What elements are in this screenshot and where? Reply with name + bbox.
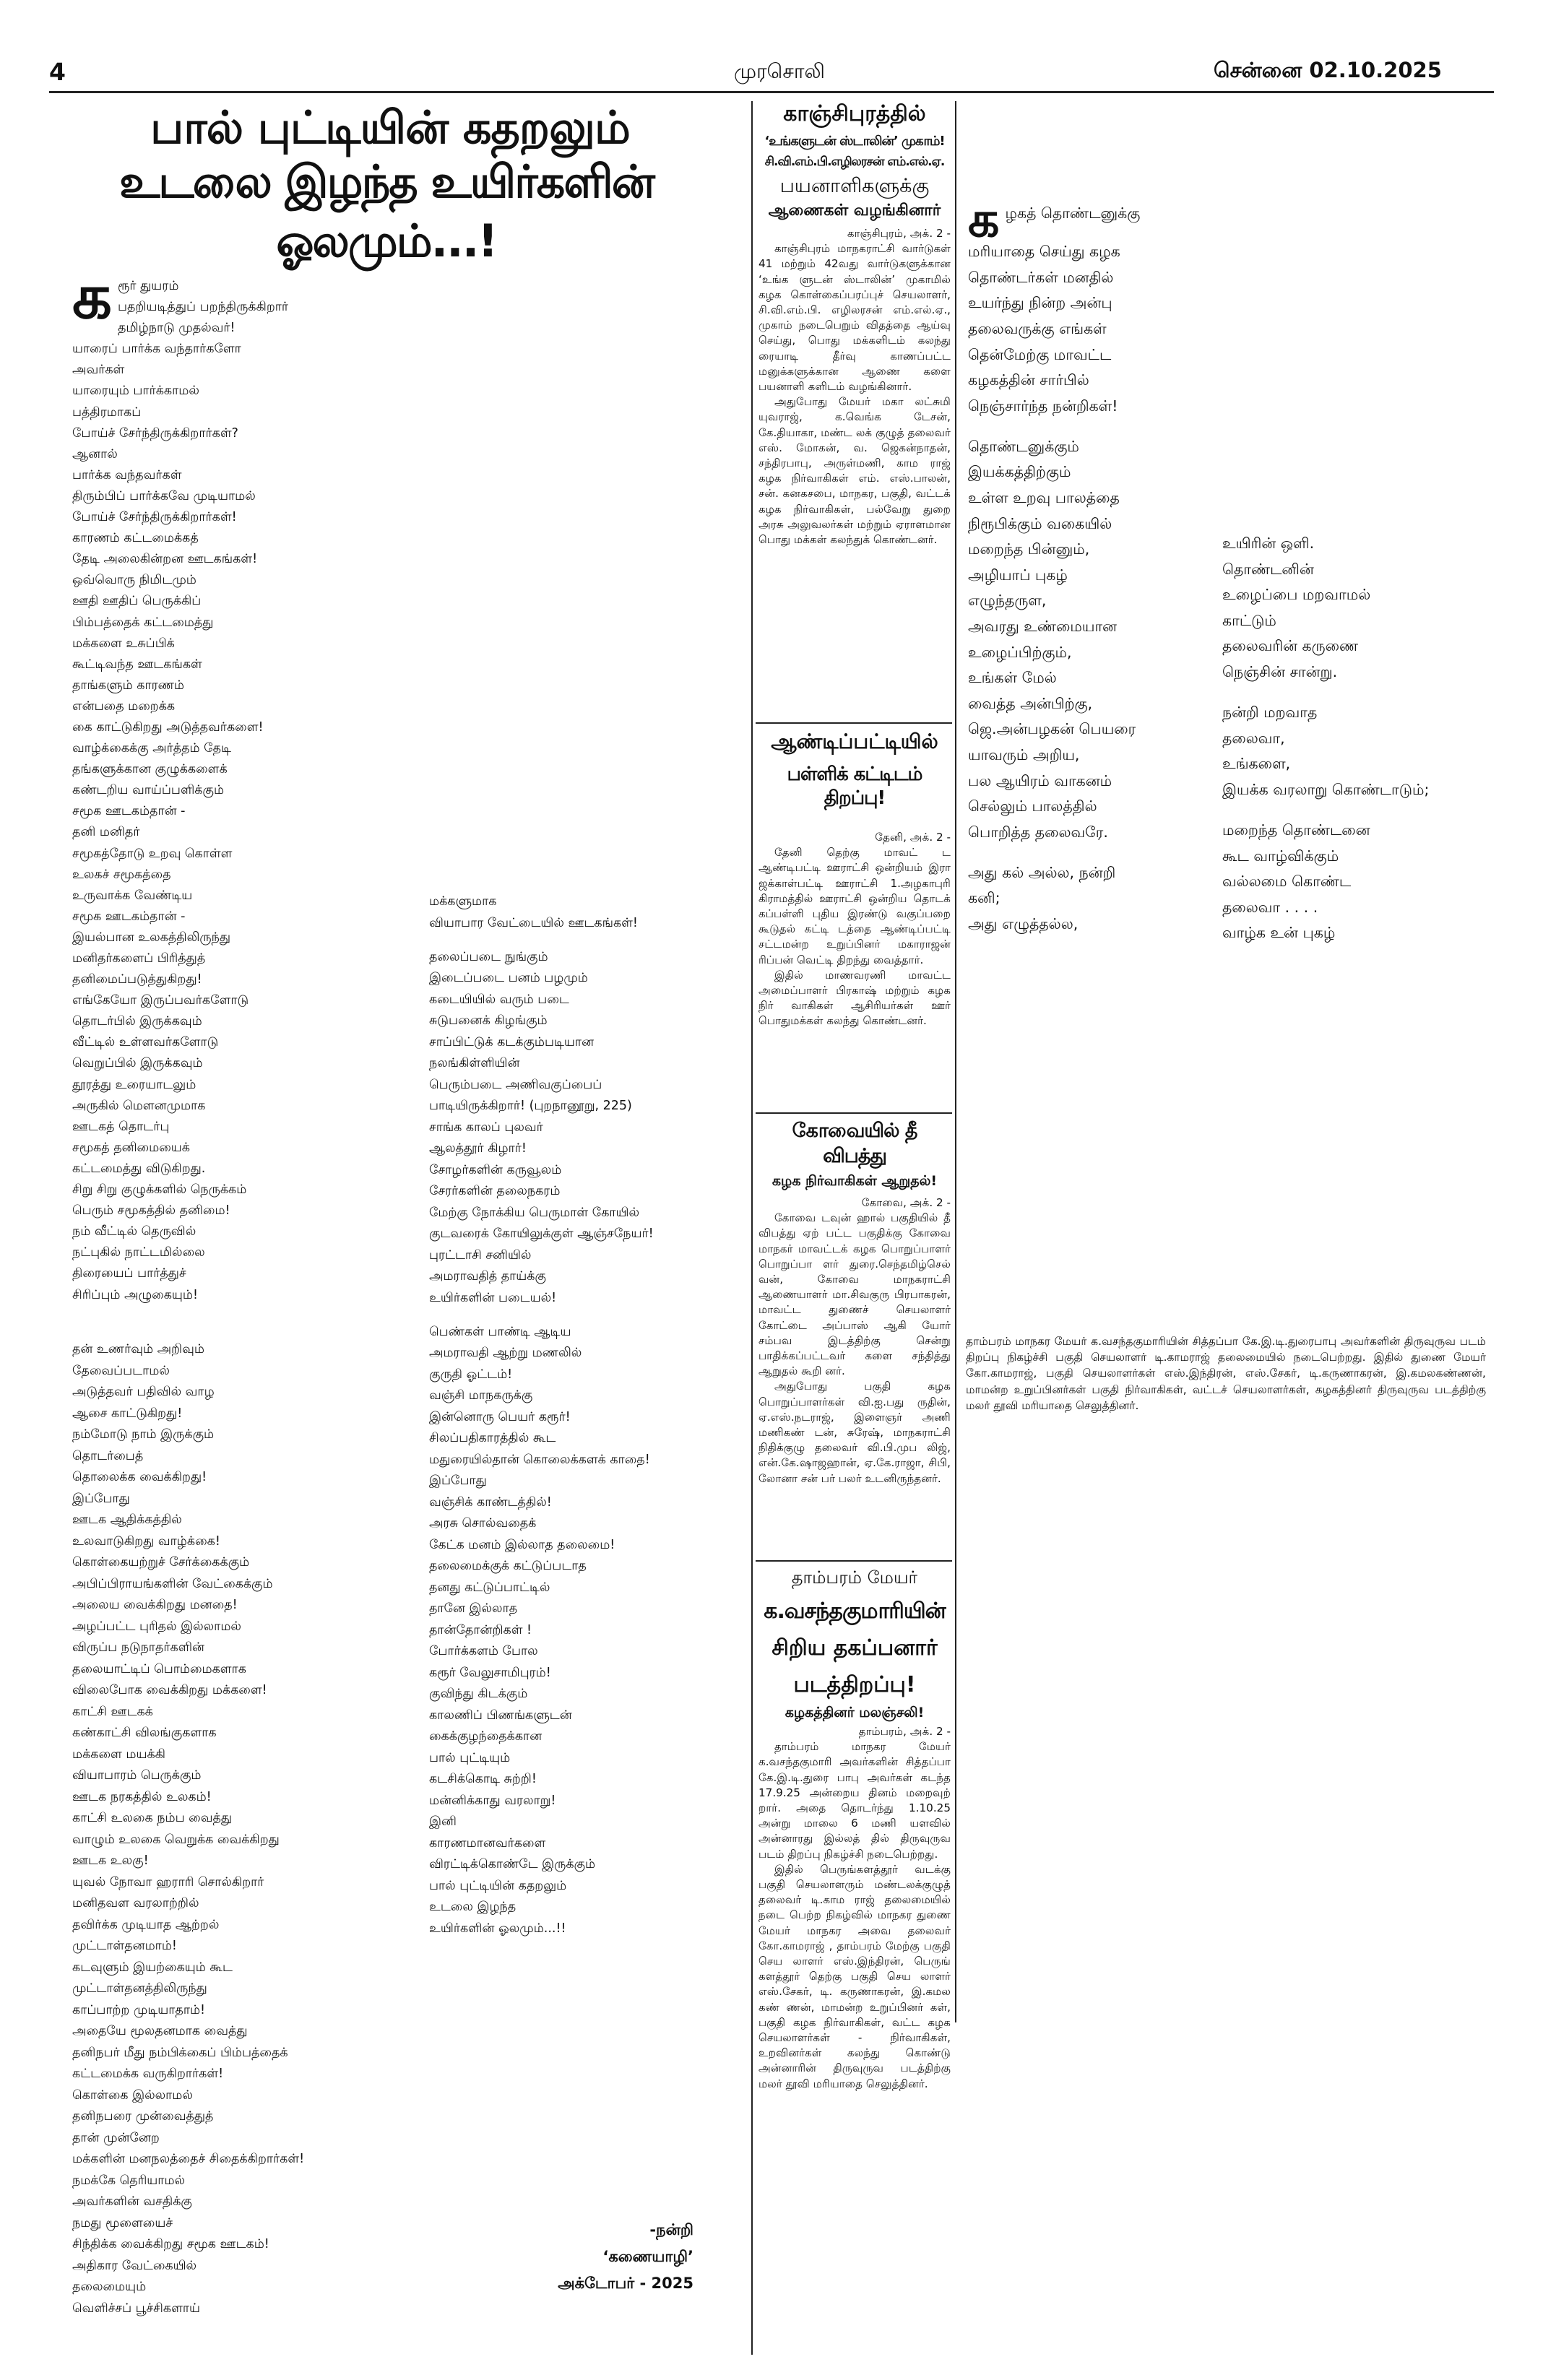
tribute-line: யாவரும் அறிய, bbox=[968, 745, 1080, 763]
poem-line: உலகச் சமூகத்தை bbox=[72, 867, 171, 882]
tribute-line bbox=[968, 419, 1242, 434]
poem-line: ஆலத்தூர் கிழார்! bbox=[429, 1141, 527, 1156]
poem-line: கொள்கை இல்லாமல் bbox=[72, 2087, 193, 2103]
poem-line: சிந்திக்க வைக்கிறது சமூக ஊடகம்! bbox=[72, 2237, 269, 2251]
tribute-line: ஜெ.அன்பழகன் பெயரை bbox=[968, 720, 1136, 738]
tribute-line: நெஞ்சின் சான்று. bbox=[1222, 662, 1338, 680]
tribute-line: அது கல் அல்ல, நன்றி bbox=[968, 863, 1116, 881]
story-tambaram bbox=[758, 1567, 951, 2092]
story1-paragraph-1: காஞ்சிபுரம் மாநகராட்சி வார்டுகள் 41 மற்றும் 42வது வார்டுகளுக்கான ‘உங்க ளுடன் ஸ்டாலின்’ முகாமில் கழக கொள்கைப்பரப்புச் செயலாளர், சி.வி.எம்.பி. எழிலரசன் எம்.எல்.ஏ., முகாம் நடைபெறும் விதத்தை ஆய்வு செய்து, பொது மக்களிடம் கலந்து ரையாடி தீர்வு காணப்பட்ட மனுக்களுக்கான ஆணை களை பயனாளி களிடம் வழங்கினார். bbox=[758, 242, 951, 394]
tribute-line: பொறித்த தலைவரே. bbox=[968, 823, 1108, 841]
poem-dropcap: க bbox=[72, 266, 113, 333]
poem-line: விருப்ப நடுநாதர்களின் bbox=[72, 1640, 205, 1655]
news-column-rule-left bbox=[751, 101, 753, 2355]
poem-line: கூட்டிவந்த ஊடகங்கள் bbox=[72, 657, 202, 672]
tribute-line: உயிரின் ஒளி. bbox=[1222, 535, 1315, 552]
story2-paragraph-1: தேனி தெற்கு மாவட் ட ஆண்டிபட்டி ஊராட்சி ஒன்றியம் இரா ஜக்காள்பட்டி ஊராட்சி 1.அழகாபுரி கிராமத்தில் ஊராட்சி ஒன்றிய தொடக் கப்பள்ளி புதிய இரண்டு வகுப்பறை கூடுதல் கட்டி டத்தை ஆண்டிப்பட்டி சட்டமன்ற உறுப்பினர் மகாராஜன் ரிப்பன் வெட்டி திறந்து வைத்தார். bbox=[758, 846, 951, 966]
poem-line: பெண்கள் பாண்டி ஆடிய bbox=[429, 1324, 571, 1339]
poem-line: நட்புகில் நாட்டமில்லை bbox=[72, 1245, 205, 1260]
poem-line: வஞ்சிக் காண்டத்தில்! bbox=[429, 1494, 552, 1510]
poem-line: சிறு சிறு குழுக்களில் நெருக்கம் bbox=[72, 1182, 247, 1198]
poem-line: மன்னிக்காது வரலாறு! bbox=[429, 1793, 556, 1808]
poem-line: பிம்பத்தைக் கட்டமைத்து bbox=[72, 615, 214, 630]
poem-line: சேரர்களின் தலைநகரம் bbox=[429, 1184, 561, 1198]
story2-dateline: தேனி, அக். 2 - bbox=[875, 831, 951, 844]
story4-headline-3: சிறிய தகப்பனார் bbox=[772, 1635, 938, 1661]
poem-line: தன் உணர்வும் அறிவும் bbox=[72, 1342, 204, 1356]
story1-headline-2: ‘உங்களுடன் ஸ்டாலின்’ முகாம்! bbox=[764, 134, 945, 149]
tribute-first-line: ழகத் தொண்டனுக்கு bbox=[1005, 204, 1141, 222]
poem-line bbox=[429, 1309, 747, 1322]
tribute-line: மரியாதை செய்து கழக bbox=[968, 243, 1120, 261]
poem-line: அமராவதித் தாய்க்கு bbox=[429, 1269, 546, 1284]
poem-line: கட்டமைக்க வருகிறார்கள்! bbox=[72, 2067, 224, 2081]
poem-line: மனிதர்களைப் பிரித்துத் bbox=[72, 951, 206, 966]
poem-line: அவர்கள் bbox=[72, 363, 125, 378]
poem-line: நம்மோடு நாம் இருக்கும் bbox=[72, 1427, 215, 1442]
poem-line: மேற்கு நோக்கிய பெருமாள் கோயில் bbox=[429, 1205, 640, 1220]
poem-line: இனி bbox=[429, 1814, 457, 1829]
poem-line: ஒவ்வொரு நிமிடமும் bbox=[72, 573, 196, 588]
poem-line: சோழர்களின் கருவூலம் bbox=[429, 1162, 562, 1177]
poem-line: சுடுபனைக் கிழங்கும் bbox=[429, 1013, 548, 1028]
poem-line: சாங்க காலப் புலவர் bbox=[429, 1120, 543, 1135]
poem-line: காரணம் கட்டமைக்கத் bbox=[72, 531, 199, 546]
poem-line: தனது கட்டுப்பாட்டில் bbox=[429, 1580, 550, 1595]
poem-line: புரட்டாசி சனியில் bbox=[429, 1247, 532, 1263]
poem-line: வீட்டில் உள்ளவர்களோடு bbox=[72, 1035, 219, 1050]
poem-line: அபிப்பிராயங்களின் வேட்கைக்கும் bbox=[72, 1576, 273, 1591]
poem-line: நலங்கிள்ளியின் bbox=[429, 1056, 520, 1070]
poem-line: யாரையும் பார்க்காமல் bbox=[72, 384, 199, 399]
poem-line: தொலைக்க வைக்கிறது! bbox=[72, 1470, 207, 1484]
poem-line: தொடர்பைத் bbox=[72, 1448, 144, 1463]
poem-line: மனிதவள வரலாற்றில் bbox=[72, 1896, 199, 1911]
story-divider-3 bbox=[756, 1560, 952, 1562]
poem-line: அமராவதி ஆற்று மணலில் bbox=[429, 1346, 582, 1360]
poem-line: மக்களை மயக்கி bbox=[72, 1747, 166, 1762]
story1-dateline: காஞ்சிபுரம், அக். 2 - bbox=[847, 227, 951, 240]
poem-line: பால் புட்டியும் bbox=[429, 1750, 511, 1765]
poem-line: கடவுளும் இயற்கையும் கூட bbox=[72, 1960, 233, 1975]
tribute-line: கழகத்தின் சார்பில் bbox=[968, 371, 1089, 389]
poem-line: மதுரையில்தான் கொலைக்களக் காதை! bbox=[429, 1452, 650, 1467]
poem-line: கை காட்டுகிறது அடுத்தவர்களை! bbox=[72, 719, 264, 735]
poem-line: வாழ்க்கைக்கு அர்த்தம் தேடி bbox=[72, 741, 231, 756]
poem-line: தலைமையும் bbox=[72, 2280, 147, 2294]
masthead-rule bbox=[49, 91, 1494, 93]
poem-line: கொள்கையற்றுச் சேர்க்கைக்கும் bbox=[72, 1555, 250, 1570]
poem-line: நமக்கே தெரியாமல் bbox=[72, 2173, 186, 2188]
poem-line: இப்போது bbox=[429, 1474, 487, 1488]
tribute-line: எழுந்தருள, bbox=[968, 592, 1047, 610]
poem-line: தேவைப்படாமல் bbox=[72, 1363, 170, 1378]
tribute-line: கனி; bbox=[968, 889, 1000, 907]
tribute-line: நிரூபிக்கும் வகையில் bbox=[968, 514, 1112, 532]
story4-dateline: தாம்பரம், அக். 2 - bbox=[858, 1725, 951, 1738]
poem-line: குவிந்து கிடக்கும் bbox=[429, 1687, 528, 1701]
poem-line: தானே இல்லாத bbox=[429, 1601, 518, 1616]
poem-line: தூரத்து உரையாடலும் bbox=[72, 1077, 196, 1092]
poem-line: தங்களுக்கான குழுக்களைக் bbox=[72, 762, 228, 777]
poem-line: தலைப்படை நுங்கும் bbox=[429, 949, 548, 964]
poem-line: தலையாட்டிப் பொம்மைகளாக bbox=[72, 1661, 246, 1676]
news-column-rule-right bbox=[955, 101, 956, 2022]
poem-line: உலவாடுகிறது வாழ்க்கை! bbox=[72, 1533, 220, 1549]
poem-line: கட்டமைத்து விடுகிறது. bbox=[72, 1161, 206, 1176]
poem-line: உருவாக்க வேண்டிய bbox=[72, 888, 193, 903]
poem-line: பெரும் சமூகத்தில் தனிமை! bbox=[72, 1203, 230, 1219]
poem-line: பெரும்படை அணிவகுப்பைப் bbox=[429, 1077, 602, 1092]
poem-line: இயல்பான உலகத்திலிருந்து bbox=[72, 930, 231, 945]
poem-line: ஊடக நரகத்தில் உலகம்! bbox=[72, 1789, 212, 1804]
poem-line: அழப்பட்ட புரிதல் இல்லாமல் bbox=[72, 1619, 241, 1634]
credit-thanks: -நன்றி bbox=[649, 2221, 693, 2238]
poem-line: அலைய வைக்கிறது மனதை! bbox=[72, 1598, 238, 1612]
story4-headline-4: படத்திறப்பு! bbox=[793, 1672, 916, 1697]
tribute-column-a bbox=[968, 194, 1242, 938]
poem-line: தனிநபர் மீது நம்பிக்கைப் பிம்பத்தைக் bbox=[72, 2045, 288, 2060]
tribute-line: உள்ள உறவு பாலத்தை bbox=[968, 489, 1120, 507]
poem-line: கண்டறிய வாய்ப்பளிக்கும் bbox=[72, 783, 225, 798]
tribute-line: பல ஆயிரம் வாகனம் bbox=[968, 771, 1112, 789]
poem-line: நமது மூளையைச் bbox=[72, 2215, 173, 2230]
poem-line: தொடர்பில் இருக்கவும் bbox=[72, 1014, 202, 1029]
poem-line: திரையைப் பார்த்துச் bbox=[72, 1266, 186, 1281]
tribute-line: உங்களை, bbox=[1222, 755, 1291, 773]
tribute-line: நன்றி மறவாத bbox=[1222, 704, 1318, 722]
poem-line: பதறியடித்துப் பறந்திருக்கிறார் bbox=[118, 300, 289, 315]
tribute-line: தென்மேற்கு மாவட்ட bbox=[968, 345, 1112, 363]
poem-line: ரூர் துயரம் bbox=[118, 279, 179, 293]
poem-line: சமூகத்தோடு உறவு கொள்ள bbox=[72, 846, 233, 861]
poem-column-2 bbox=[429, 891, 747, 1939]
poem-line: கரூர் வேலுசாமிபுரம்! bbox=[429, 1665, 551, 1680]
tribute-line: மறைந்த பின்னும், bbox=[968, 540, 1090, 558]
poem-line: குருதி ஓட்டம்! bbox=[429, 1367, 513, 1382]
poem-line: தலைமைக்குக் கட்டுப்படாத bbox=[429, 1559, 587, 1573]
poem-line: போர்க்களம் போல bbox=[429, 1644, 538, 1658]
poem-line: காப்பாற்ற முடியாதாம்! bbox=[72, 2002, 206, 2017]
poem-line: தமிழ்நாடு முதல்வர்! bbox=[118, 321, 235, 336]
poem-line: விலைபோக வைக்கிறது மக்களை! bbox=[72, 1683, 267, 1697]
poem-line: சமூகத் தனிமையைக் bbox=[72, 1140, 190, 1155]
poem-line: தான் முன்னேற bbox=[72, 2130, 160, 2145]
poem-line: முட்டாள்தனமாம்! bbox=[72, 1939, 177, 1953]
poem-line: திரும்பிப் பார்க்கவே முடியாமல் bbox=[72, 488, 256, 503]
story1-paragraph-2: அதுபோது மேயர் மகா லட்சுமி யுவராஜ், க.வெங்க டேசன், கே.தியாகா, மண்ட லக் குழுத் தலைவர் எஸ். மோகன், வ. ஜெகன்நாதன், சந்திரபாபு, அருள்மணி, காம ராஜ் கழக நிர்வாகிகள் எம். எஸ்.பாலன், சன். கனகசபை, மாநகர, பகுதி, வட்டக் கழக நிர்வாகிகள், பல்வேறு துறை அரசு அலுவலர்கள் மற்றும் ஏராளமான பொது மக்கள் கலந்துக் கொண்டனர். bbox=[758, 395, 951, 547]
tribute-line: தலைவா, bbox=[1222, 729, 1285, 747]
poem-line: கடசிக்கொடி சுற்றி! bbox=[429, 1772, 537, 1786]
story-andipatti bbox=[758, 730, 951, 1029]
poem-line: குடவரைக் கோயிலுக்குள் ஆஞ்சநேயர்! bbox=[429, 1226, 654, 1241]
poem-line: நம் வீட்டில் தெருவில் bbox=[72, 1224, 196, 1239]
story4-paragraph-1: தாம்பரம் மாநகர மேயர் க.வசந்தகுமாரி அவர்களின் சித்தப்பா கே.இ.டி.துரை பாபு அவர்கள் கடந்த 17.9.25 அன்றைய தினம் மறைவுற் றார். அதை தொடர்ந்து 1.10.25 அன்று மாலை 6 மணி யளவில் அன்னாரது இல்லத் தில் திருவுருவ படம் திறப்பு நிகழ்ச்சி நடைபெற்றது. bbox=[758, 1740, 951, 1861]
poem-line: தனி மனிதர் bbox=[72, 825, 140, 840]
tribute-line: உங்கள் மேல் bbox=[968, 669, 1057, 687]
tribute-line: கூட வாழ்விக்கும் bbox=[1222, 847, 1339, 865]
poem-line: தனிமைப்படுத்துகிறது! bbox=[72, 972, 202, 987]
story2-headline-1: ஆண்டிப்பட்டியில் bbox=[771, 730, 938, 753]
tribute-line: செல்லும் பாலத்தில் bbox=[968, 797, 1097, 815]
poem-line: வெறுப்பில் இருக்கவும் bbox=[72, 1056, 203, 1071]
tribute-line: உழைப்பிற்கும், bbox=[968, 643, 1072, 661]
story1-headline-3: சி.வி.எம்.பி.எழிலரசன் எம்.எல்.ஏ. bbox=[764, 155, 945, 169]
poem-line bbox=[429, 934, 747, 947]
poem-line: வெளிச்சப் பூச்சிகளாய் bbox=[72, 2301, 201, 2316]
tribute-line: தொண்டனுக்கும் bbox=[968, 437, 1079, 455]
story-kanchipuram bbox=[758, 101, 951, 548]
story-divider-1 bbox=[756, 722, 952, 724]
tribute-line: வல்லமை கொண்ட bbox=[1222, 873, 1352, 891]
poem-line: காரணமானவர்களை bbox=[429, 1835, 546, 1851]
story3-headline-2: கழக நிர்வாகிகள் ஆறுதல்! bbox=[772, 1173, 938, 1189]
poem-line: கண்காட்சி விலங்குகளாக bbox=[72, 1726, 217, 1740]
tribute-line: இயக்கத்திற்கும் bbox=[968, 463, 1071, 481]
tribute-column-b bbox=[1222, 531, 1497, 946]
poem-line: இப்போது bbox=[72, 1491, 130, 1506]
poem-line: தான்தோன்றிகள் ! bbox=[429, 1622, 532, 1637]
poem-line: தவிர்க்க முடியாத ஆற்றல் bbox=[72, 1917, 220, 1932]
poem-line: பால் புட்டியின் கதறலும் bbox=[429, 1878, 567, 1893]
story-coimbatore bbox=[758, 1120, 951, 1487]
poem-line: மக்களுமாக bbox=[429, 894, 497, 909]
tribute-line: காட்டும் bbox=[1222, 611, 1276, 629]
poem-line: சிரிப்பும் அழுகையும்! bbox=[72, 1287, 198, 1302]
poem-line: உயிர்களின் படையல்! bbox=[429, 1290, 557, 1305]
poem-line: வஞ்சி மாநகருக்கு bbox=[429, 1388, 533, 1403]
poem-line: உடலை இழந்த bbox=[429, 1900, 517, 1914]
tribute-line: தொண்டர்கள் மனதில் bbox=[968, 268, 1114, 286]
story3-dateline: கோவை, அக். 2 - bbox=[861, 1196, 951, 1209]
poem-line: ஊடக ஆதிக்கத்தில் bbox=[72, 1513, 182, 1527]
story4-paragraph-2: இதில் பெருங்களத்தூர் வடக்கு பகுதி செயலாளரும் மண்டலக்குழுத் தலைவர் டி.காம ராஜ் தலைமையில் நடை பெற்ற நிகழ்வில் மாநகர துணை மேயர் மாநகர அவை தலைவர் கோ.காமராஜ் , தாம்பரம் மேற்கு பகுதி செய லாளர் எஸ்.இந்திரன், பெருங் களத்தூர் தெற்கு பகுதி செய லாளர் எஸ்.சேகர், டி. கருணாகரன், இ.கமல கண் ணன், மாமன்ற உறுப்பினர் கள், பகுதி கழக நிர்வாகிகள், வட்ட கழக செயலாளர்கள் - நிர்வாகிகள், உறவினர்கள் கலந்து கொண்டு அன்னாரின் திருவுருவ படத்திற்கு மலர் தூவி மரியாதை செலுத்தினர். bbox=[758, 1862, 951, 2090]
story3-paragraph-2: அதுபோது பகுதி கழக பொறுப்பாளர்கள் வி.ஐ.பது ருதின், ஏ.எஸ்.நடராஜ், இளைஞர் அணி மணிகண் டன், சுரேஷ், மாநகராட்சி நிதிக்குழு தலைவர் வி.பி.முப லிஜ், என்.கே.ஷாஜஹான், ஏ.கே.ராஜா, சிபி, லோனா சன் பர் பலர் உடனிருந்தனர். bbox=[758, 1380, 951, 1485]
poem-line: காலணிப் பிணங்களுடன் bbox=[429, 1708, 572, 1723]
tribute-line: இயக்க வரலாறு கொண்டாடும்; bbox=[1222, 780, 1430, 798]
tribute-line: உயர்ந்து நின்ற அன்பு bbox=[968, 294, 1112, 312]
poem-line: பத்திரமாகப் bbox=[72, 404, 142, 420]
poem-line: தாங்களும் காரணம் bbox=[72, 678, 185, 693]
poem-line: தேடி அலைகின்றன ஊடகங்கள்! bbox=[72, 552, 258, 567]
story-divider-2 bbox=[756, 1112, 952, 1114]
poem-line: காட்சி உலகை நம்ப வைத்து bbox=[72, 1811, 233, 1825]
poem-line: இடைப்படை பனம் பழமும் bbox=[429, 971, 588, 985]
poem-line: மக்களின் மனநலத்தைச் சிதைக்கிறார்கள்! bbox=[72, 2152, 305, 2166]
poem-line: வியாபாரம் பெருக்கும் bbox=[72, 1768, 202, 1783]
poem-line: பாடியிருக்கிறார்! (புறநானூறு, 225) bbox=[429, 1099, 632, 1113]
city-date: சென்னை 02.10.2025 bbox=[1214, 58, 1442, 82]
poem-line: காட்சி ஊடகக் bbox=[72, 1704, 153, 1719]
poem-line: என்பதை மறைக்க bbox=[72, 698, 176, 714]
tribute-line: வாழ்க உன் புகழ் bbox=[1222, 924, 1336, 942]
poem-line: போய்ச் சேர்ந்திருக்கிறார்கள்! bbox=[72, 510, 237, 525]
poem-line: கேட்க மனம் இல்லாத தலைமை! bbox=[429, 1537, 615, 1552]
poem-line: கைக்குழந்தைக்கான bbox=[429, 1729, 543, 1744]
tribute-line: அவரது உண்மையான bbox=[968, 618, 1118, 635]
credit-source: ‘கணையாழி’ bbox=[602, 2248, 693, 2265]
poem-line: அதையே மூலதனமாக வைத்து bbox=[72, 2024, 248, 2038]
tribute-line: உழைப்பை மறவாமல் bbox=[1222, 586, 1371, 604]
poem-column-1 bbox=[72, 266, 477, 1306]
story4-headline-5: கழகத்தினர் மலஞ்சலி! bbox=[785, 1705, 925, 1721]
story1-headline-4: பயனாளிகளுக்கு bbox=[779, 175, 930, 197]
tribute-line: மறைந்த தொண்டனை bbox=[1222, 821, 1370, 839]
poem-line: ஊதி ஊதிப் பெருக்கிப் bbox=[72, 594, 202, 609]
story3-paragraph-1: கோவை டவுன் ஹால் பகுதியில் தீ விபத்து ஏற் பட்ட பகுதிக்கு கோவை மாநகர் மாவட்டக் கழக பொறுப்பாளர் பொறுப்பா ளர் துரை.செந்தமிழ்செல் வன், கோவை மாநகராட்சி ஆணையாளர் மா.சிவகுரு பிரபாகரன், மாவட்ட துணைச் செயலாளர் கோட்டை அப்பாஸ் ஆகி யோர் சம்பவ இடத்திற்கு சென்று பாதிக்கப்பட்டவர் களை சந்தித்து ஆறுதல் கூறி னர். bbox=[758, 1211, 951, 1378]
poem-line: பார்க்க வந்தவர்கள் bbox=[72, 467, 182, 483]
poem-line: அதிகார வேட்கையில் bbox=[72, 2258, 197, 2273]
poem-line: வாழும் உலகை வெறுக்க வைக்கிறது bbox=[72, 1832, 280, 1847]
poem-line: உயிர்களின் ஓலமும்...!! bbox=[429, 1921, 566, 1936]
story3-headline-1: கோவையில் தீ விபத்து bbox=[792, 1120, 917, 1167]
poem-line: யுவல் நோவா ஹராரி சொல்கிறார் bbox=[72, 1874, 264, 1890]
tribute-line: தொண்டனின் bbox=[1222, 560, 1314, 578]
poem-line: யாரைப் பார்க்க வந்தார்களோ bbox=[72, 342, 241, 357]
poem-line: ஊடக உலகு! bbox=[72, 1853, 149, 1868]
poem-line: எங்கேயோ இருப்பவர்களோடு bbox=[72, 993, 249, 1008]
story2-paragraph-2: இதில் மாணவரணி மாவட்ட அமைப்பாளர் பிரகாஷ் மற்றும் கழக நிர் வாகிகள் ஆசிரியர்கள் ஊர் பொதுமக்கள் கலந்து கொண்டனர். bbox=[758, 968, 951, 1028]
poem-line: சமூக ஊடகம்தான் - bbox=[72, 804, 186, 819]
poem-line: அடுத்தவர் பதிவில் வாழ bbox=[72, 1385, 215, 1399]
poem-line: அவர்களின் வசதிக்கு bbox=[72, 2194, 192, 2209]
poem-line: சிலப்பதிகாரத்தில் கூட bbox=[429, 1431, 556, 1445]
tribute-line bbox=[968, 845, 1242, 860]
poem-line: சாப்பிட்டுக் கடக்கும்படியான bbox=[429, 1034, 595, 1050]
poem-line: தனிநபரை முன்வைத்துத் bbox=[72, 2109, 214, 2124]
poem-line: ஆசை காட்டுகிறது! bbox=[72, 1406, 183, 1421]
photo-caption: தாம்பரம் மாநகர மேயர் க.வசந்தகுமாரியின் சித்தப்பா கே.இ.டி.துரைபாபு அவர்களின் திருவுருவ படம் திறப்பு நிகழ்ச்சி பகுதி செயலாளர் டி.காமராஜ் தலைமையில் நடைபெற்றது. இதில் துணை மேயர் கோ.காமராஜ், பகுதி செயலாளர்கள் எஸ்.இந்திரன், எஸ்.சேகர், டி.கருணாகரன், இ.கமலகண்ணன், மாமன்ற உறுப்பினர்கள் பகுதி நிர்வாகிகள், வட்டச் செயலாளர்கள், கழகத்தினர் திருவுருவ படத்திற்கு மலர் தூவி மரியாதை செலுத்தினர். bbox=[966, 1335, 1486, 1412]
credit-date: அக்டோபர் - 2025 bbox=[558, 2275, 693, 2292]
tribute-line: வைத்த அன்பிற்கு, bbox=[968, 694, 1093, 712]
poem-line: போய்ச் சேர்ந்திருக்கிறார்கள்? bbox=[72, 425, 238, 441]
poem-line: அருகில் மௌனமுமாக bbox=[72, 1098, 206, 1113]
poem-line: மக்களை உசுப்பிக் bbox=[72, 636, 175, 651]
story4-headline-2: க.வசந்தகுமாரியின் bbox=[764, 1598, 946, 1624]
poem-line: சமூக ஊடகம்தான் - bbox=[72, 909, 186, 924]
story1-headline-1: காஞ்சிபுரத்தில் bbox=[783, 101, 926, 126]
tribute-line bbox=[1222, 685, 1497, 701]
page-number: 4 bbox=[49, 58, 66, 86]
poem-line: இன்னொரு பெயர் கரூர்! bbox=[429, 1409, 571, 1424]
poem-title-line1: பால் புட்டியின் கதறலும் bbox=[150, 101, 630, 154]
tribute-line: தலைவருக்கு எங்கள் bbox=[968, 319, 1107, 337]
poem-line: ஊடகத் தொடர்பு bbox=[72, 1119, 170, 1134]
story1-headline-5: ஆணைகள் வழங்கினார் bbox=[768, 202, 941, 220]
story2-headline-2: பள்ளிக் கட்டிடம் திறப்பு! bbox=[787, 763, 922, 809]
paper-name: முரசொலி bbox=[734, 59, 825, 83]
poem-line: கடையியில் வரும் படை bbox=[429, 992, 569, 1007]
tribute-line bbox=[1222, 802, 1497, 818]
poem-line: வியாபார வேட்டையில் ஊடகங்கள்! bbox=[429, 915, 638, 930]
poem-line: அரசு சொல்வதைக் bbox=[429, 1516, 537, 1531]
tribute-line: தலைவா . . . . bbox=[1222, 898, 1318, 916]
poem-line: விரட்டிக்கொண்டே இருக்கும் bbox=[429, 1857, 596, 1871]
poem-title-line2: உடலை இழந்த உயிர்களின் ஓலமும்...! bbox=[119, 155, 654, 267]
poem-line: முட்டாள்தனத்திலிருந்து bbox=[72, 1981, 207, 1996]
tribute-line: நெஞ்சார்ந்த நன்றிகள்! bbox=[968, 397, 1118, 415]
tribute-dropcap: க bbox=[968, 194, 1000, 243]
story4-headline-1: தாம்பரம் மேயர் bbox=[791, 1567, 918, 1588]
tribute-line: அழியாப் புகழ் bbox=[968, 566, 1068, 584]
tribute-line: தலைவரின் கருணை bbox=[1222, 637, 1359, 655]
tribute-line: அது எழுத்தல்ல, bbox=[968, 915, 1079, 933]
poem-line: ஆனால் bbox=[72, 446, 118, 462]
poem-credit bbox=[506, 2217, 693, 2297]
